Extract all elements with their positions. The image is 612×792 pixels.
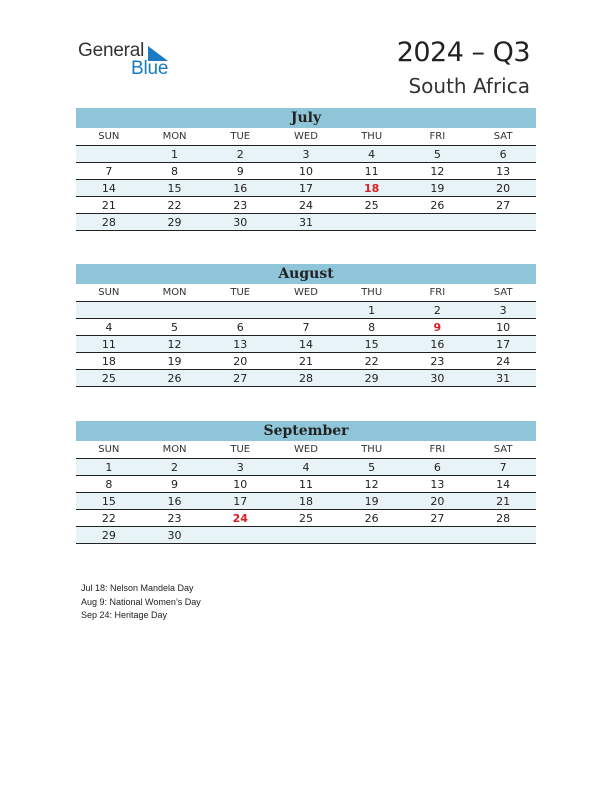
weekday-label: WED xyxy=(273,128,339,146)
day-cell: 31 xyxy=(470,370,536,387)
weekday-label: SUN xyxy=(76,128,142,146)
weekday-label: TUE xyxy=(207,128,273,146)
day-cell xyxy=(470,527,536,544)
day-cell: 11 xyxy=(76,336,142,353)
weekday-label: SAT xyxy=(470,441,536,459)
day-cell xyxy=(339,527,405,544)
day-cell: 8 xyxy=(76,476,142,493)
day-cell xyxy=(470,214,536,231)
day-cell: 4 xyxy=(273,459,339,476)
weekday-header-row xyxy=(76,128,536,146)
weekday-label: FRI xyxy=(405,128,471,146)
day-cell: 9 xyxy=(142,476,208,493)
day-cell xyxy=(273,527,339,544)
day-cell: 19 xyxy=(339,493,405,510)
weekday-label: SUN xyxy=(76,441,142,459)
day-cell: 29 xyxy=(76,527,142,544)
day-cell: 26 xyxy=(339,510,405,527)
holiday-day-cell: 9 xyxy=(405,319,471,336)
day-cell: 13 xyxy=(470,163,536,180)
day-cell: 22 xyxy=(142,197,208,214)
day-cell: 11 xyxy=(273,476,339,493)
day-cell: 3 xyxy=(207,459,273,476)
day-cell: 23 xyxy=(207,197,273,214)
month-calendar-august xyxy=(76,264,536,387)
day-cell: 1 xyxy=(339,302,405,319)
day-cell: 5 xyxy=(142,319,208,336)
weekday-header-row xyxy=(76,441,536,459)
day-cell: 17 xyxy=(470,336,536,353)
day-cell: 29 xyxy=(339,370,405,387)
day-cell: 23 xyxy=(142,510,208,527)
day-cell: 15 xyxy=(339,336,405,353)
weekday-label: SAT xyxy=(470,128,536,146)
holiday-day-cell: 24 xyxy=(207,510,273,527)
day-cell: 2 xyxy=(142,459,208,476)
day-cell: 30 xyxy=(142,527,208,544)
day-cell: 24 xyxy=(273,197,339,214)
day-cell: 30 xyxy=(207,214,273,231)
day-cell xyxy=(76,302,142,319)
weekday-label: MON xyxy=(142,441,208,459)
day-cell: 17 xyxy=(207,493,273,510)
holiday-note: Aug 9: National Women’s Day xyxy=(81,596,201,607)
day-cell xyxy=(405,214,471,231)
week-row xyxy=(76,197,536,214)
day-cell: 1 xyxy=(76,459,142,476)
day-cell: 24 xyxy=(470,353,536,370)
day-cell: 1 xyxy=(142,146,208,163)
day-cell: 25 xyxy=(273,510,339,527)
day-cell: 12 xyxy=(142,336,208,353)
day-cell: 13 xyxy=(207,336,273,353)
day-cell: 12 xyxy=(339,476,405,493)
day-cell: 7 xyxy=(273,319,339,336)
day-cell: 14 xyxy=(76,180,142,197)
day-cell: 5 xyxy=(405,146,471,163)
logo-text-general: General xyxy=(78,40,145,61)
day-cell: 15 xyxy=(142,180,208,197)
month-calendar-july xyxy=(76,108,536,231)
week-row xyxy=(76,146,536,163)
week-row xyxy=(76,214,536,231)
day-cell: 4 xyxy=(76,319,142,336)
day-cell xyxy=(142,302,208,319)
logo-text-blue: Blue xyxy=(131,58,169,79)
week-row xyxy=(76,476,536,493)
week-row xyxy=(76,302,536,319)
holiday-note: Sep 24: Heritage Day xyxy=(81,610,168,620)
weekday-header-row xyxy=(76,284,536,302)
day-cell: 3 xyxy=(273,146,339,163)
holiday-day-cell: 18 xyxy=(339,180,405,197)
day-cell: 16 xyxy=(207,180,273,197)
day-cell: 14 xyxy=(470,476,536,493)
holiday-note: Jul 18: Nelson Mandela Day xyxy=(81,583,194,593)
weekday-label: TUE xyxy=(207,441,273,459)
day-cell: 13 xyxy=(405,476,471,493)
month-grid xyxy=(76,284,536,387)
day-cell: 28 xyxy=(470,510,536,527)
day-cell xyxy=(207,302,273,319)
month-name: September xyxy=(76,421,536,441)
week-row xyxy=(76,370,536,387)
day-cell: 19 xyxy=(405,180,471,197)
day-cell: 6 xyxy=(470,146,536,163)
day-cell: 5 xyxy=(339,459,405,476)
weekday-label: THU xyxy=(339,441,405,459)
day-cell: 21 xyxy=(76,197,142,214)
day-cell: 31 xyxy=(273,214,339,231)
weekday-label: MON xyxy=(142,284,208,302)
day-cell: 25 xyxy=(76,370,142,387)
weekday-label: SAT xyxy=(470,284,536,302)
day-cell: 17 xyxy=(273,180,339,197)
day-cell xyxy=(339,214,405,231)
week-row xyxy=(76,459,536,476)
weekday-label: SUN xyxy=(76,284,142,302)
generalblue-logo xyxy=(78,40,178,80)
day-cell: 7 xyxy=(470,459,536,476)
day-cell: 12 xyxy=(405,163,471,180)
day-cell: 2 xyxy=(207,146,273,163)
day-cell: 16 xyxy=(405,336,471,353)
holiday-notes xyxy=(81,582,201,623)
week-row xyxy=(76,353,536,370)
week-row xyxy=(76,180,536,197)
weekday-label: WED xyxy=(273,441,339,459)
day-cell: 9 xyxy=(207,163,273,180)
day-cell: 21 xyxy=(470,493,536,510)
day-cell: 27 xyxy=(207,370,273,387)
day-cell: 26 xyxy=(142,370,208,387)
day-cell: 18 xyxy=(76,353,142,370)
week-row xyxy=(76,493,536,510)
weekday-label: FRI xyxy=(405,284,471,302)
day-cell: 28 xyxy=(76,214,142,231)
day-cell: 3 xyxy=(470,302,536,319)
page-title: 2024 – Q3 xyxy=(396,37,530,68)
week-row xyxy=(76,319,536,336)
week-row xyxy=(76,510,536,527)
day-cell: 23 xyxy=(405,353,471,370)
day-cell xyxy=(273,302,339,319)
month-grid xyxy=(76,441,536,544)
month-name: July xyxy=(76,108,536,128)
day-cell: 10 xyxy=(470,319,536,336)
month-calendar-september xyxy=(76,421,536,544)
day-cell: 22 xyxy=(339,353,405,370)
day-cell: 20 xyxy=(405,493,471,510)
day-cell: 27 xyxy=(405,510,471,527)
day-cell: 4 xyxy=(339,146,405,163)
week-row xyxy=(76,527,536,544)
day-cell: 27 xyxy=(470,197,536,214)
day-cell: 8 xyxy=(142,163,208,180)
week-row xyxy=(76,163,536,180)
day-cell: 19 xyxy=(142,353,208,370)
month-name: August xyxy=(76,264,536,284)
day-cell: 20 xyxy=(207,353,273,370)
day-cell: 30 xyxy=(405,370,471,387)
day-cell: 2 xyxy=(405,302,471,319)
day-cell xyxy=(76,146,142,163)
week-row xyxy=(76,336,536,353)
day-cell: 16 xyxy=(142,493,208,510)
day-cell: 6 xyxy=(405,459,471,476)
day-cell: 11 xyxy=(339,163,405,180)
day-cell: 10 xyxy=(207,476,273,493)
day-cell: 15 xyxy=(76,493,142,510)
day-cell: 18 xyxy=(273,493,339,510)
day-cell: 20 xyxy=(470,180,536,197)
day-cell: 14 xyxy=(273,336,339,353)
weekday-label: THU xyxy=(339,128,405,146)
month-grid xyxy=(76,128,536,231)
weekday-label: THU xyxy=(339,284,405,302)
day-cell: 25 xyxy=(339,197,405,214)
weekday-label: FRI xyxy=(405,441,471,459)
day-cell: 6 xyxy=(207,319,273,336)
day-cell: 8 xyxy=(339,319,405,336)
day-cell: 10 xyxy=(273,163,339,180)
day-cell: 7 xyxy=(76,163,142,180)
day-cell: 28 xyxy=(273,370,339,387)
weekday-label: MON xyxy=(142,128,208,146)
day-cell: 22 xyxy=(76,510,142,527)
day-cell: 21 xyxy=(273,353,339,370)
day-cell xyxy=(405,527,471,544)
weekday-label: WED xyxy=(273,284,339,302)
day-cell: 29 xyxy=(142,214,208,231)
country-subtitle: South Africa xyxy=(408,74,530,98)
day-cell: 26 xyxy=(405,197,471,214)
weekday-label: TUE xyxy=(207,284,273,302)
day-cell xyxy=(207,527,273,544)
